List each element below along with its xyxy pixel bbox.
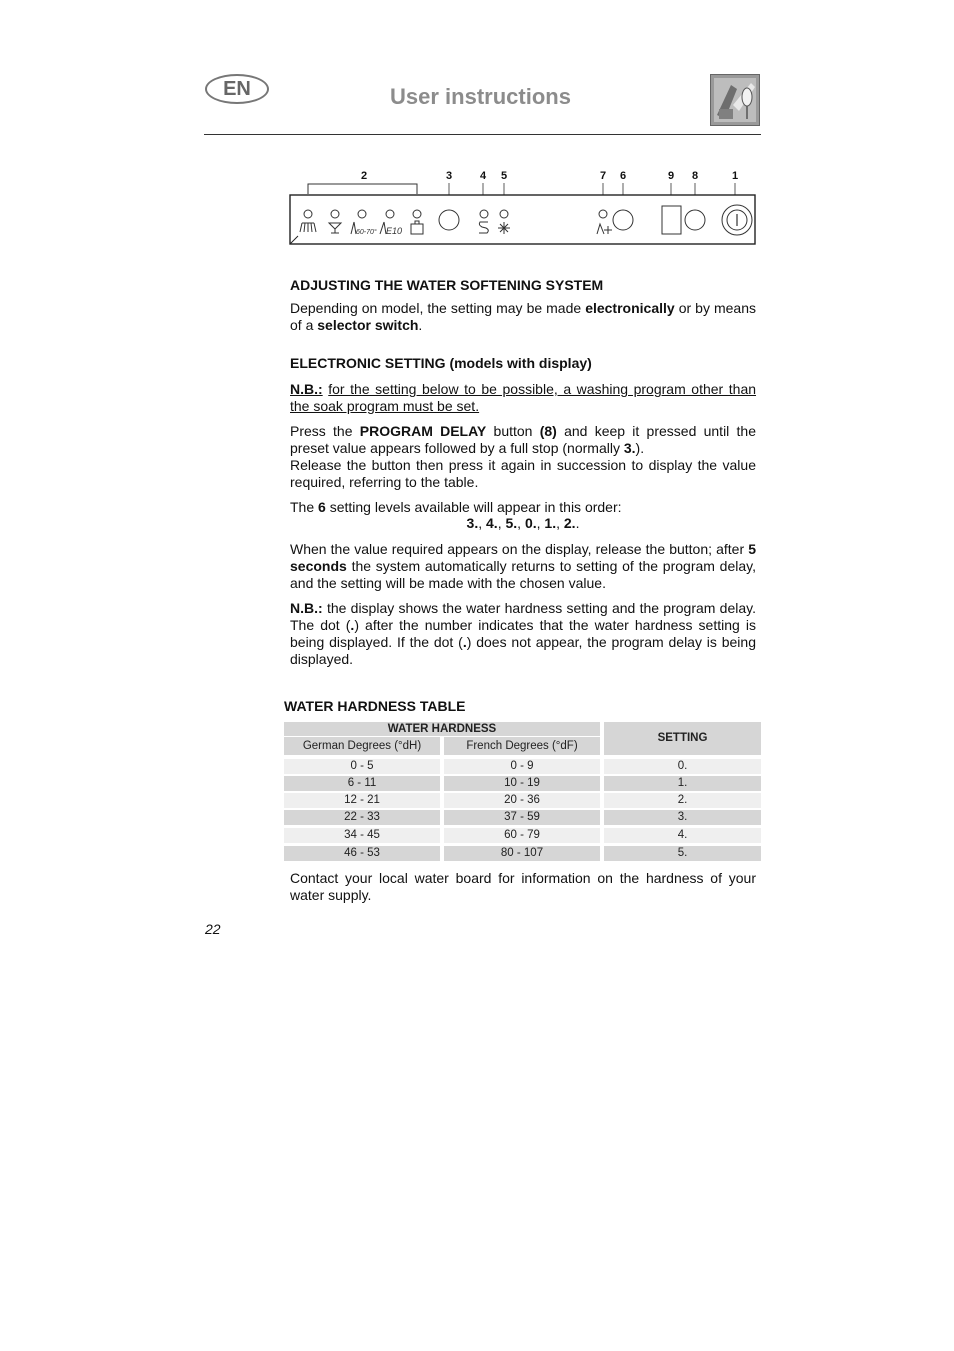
table-cell-setting: 2. bbox=[604, 793, 761, 808]
panel-label-4: 4 bbox=[479, 170, 487, 182]
table-cell-german: 6 - 11 bbox=[284, 776, 440, 791]
page-title: User instructions bbox=[390, 84, 571, 109]
setting-order-list: 3., 4., 5., 0., 1., 2.. bbox=[466, 515, 580, 531]
table-cell-german: 46 - 53 bbox=[284, 846, 440, 861]
panel-label-1: 1 bbox=[731, 170, 739, 182]
paragraph-five-seconds: When the value required appears on the display, release the button; after 5 seconds the system automatically returns to setting of the program delay, and the setting will be made with the chosen value. bbox=[290, 541, 757, 591]
paragraph-release-button: Release the button then press it again in succession to display the value required, referring to the table. bbox=[290, 457, 756, 490]
paragraph-setting-methods: Depending on model, the setting may be made electronically or by means of a selector switch. bbox=[290, 300, 756, 333]
heading-water-softening: ADJUSTING THE WATER SOFTENING SYSTEM bbox=[290, 277, 604, 293]
table-cell-setting: 3. bbox=[604, 810, 761, 825]
table-cell-setting: 4. bbox=[604, 828, 761, 843]
table-cell-french: 0 - 9 bbox=[444, 759, 600, 774]
heading-electronic-setting: ELECTRONIC SETTING (models with display) bbox=[290, 355, 592, 371]
table-cell-setting: 0. bbox=[604, 759, 761, 774]
panel-e10-label: E10 bbox=[386, 226, 403, 236]
panel-label-6: 6 bbox=[619, 170, 627, 182]
table-col-setting: SETTING bbox=[604, 722, 761, 755]
table-col-french: French Degrees (°dF) bbox=[444, 737, 600, 755]
header-divider bbox=[204, 134, 761, 135]
table-group-header: WATER HARDNESS bbox=[284, 722, 600, 736]
paragraph-contact-water-board: Contact your local water board for information on the hardness of your water supply. bbox=[290, 870, 756, 903]
table-cell-german: 22 - 33 bbox=[284, 810, 440, 825]
note-program-requirement: N.B.: for the setting below to be possible, a washing program other than the soak program must be set. bbox=[290, 381, 757, 414]
table-cell-french: 80 - 107 bbox=[444, 846, 600, 861]
table-col-german: German Degrees (°dH) bbox=[284, 737, 440, 755]
paragraph-press-program-delay: Press the PROGRAM DELAY button (8) and keep it pressed until the preset value appears followed by a full stop (normally 3.). bbox=[290, 423, 756, 456]
program-delay-button bbox=[685, 210, 705, 230]
program-button bbox=[439, 210, 459, 230]
control-panel-diagram bbox=[286, 162, 760, 250]
half-load-button bbox=[613, 210, 633, 230]
paragraph-setting-levels: The 6 setting levels available will appear in this order: bbox=[290, 499, 622, 515]
heading-hardness-table: WATER HARDNESS TABLE bbox=[284, 698, 466, 714]
language-badge: EN bbox=[205, 74, 269, 104]
display-window bbox=[662, 206, 681, 234]
table-cell-german: 34 - 45 bbox=[284, 828, 440, 843]
panel-label-5: 5 bbox=[500, 170, 508, 182]
table-cell-setting: 5. bbox=[604, 846, 761, 861]
panel-label-7: 7 bbox=[599, 170, 607, 182]
table-cell-french: 10 - 19 bbox=[444, 776, 600, 791]
dishwasher-thumbnail-image bbox=[710, 74, 760, 126]
page-number: 22 bbox=[205, 921, 221, 937]
panel-label-9: 9 bbox=[667, 170, 675, 182]
panel-60-70-label: 60-70° bbox=[356, 229, 377, 236]
table-cell-setting: 1. bbox=[604, 776, 761, 791]
note-display-dot: N.B.: the display shows the water hardness setting and the program delay. The dot (.) after the number indicates that the water hardness setting is being displayed. If the dot (.) does not appear, the program delay is being displayed. bbox=[290, 600, 757, 667]
table-cell-german: 12 - 21 bbox=[284, 793, 440, 808]
table-cell-french: 20 - 36 bbox=[444, 793, 600, 808]
panel-label-3: 3 bbox=[445, 170, 453, 182]
table-cell-german: 0 - 5 bbox=[284, 759, 440, 774]
table-cell-french: 60 - 79 bbox=[444, 828, 600, 843]
panel-label-2: 2 bbox=[360, 170, 368, 182]
table-cell-french: 37 - 59 bbox=[444, 810, 600, 825]
panel-label-8: 8 bbox=[691, 170, 699, 182]
